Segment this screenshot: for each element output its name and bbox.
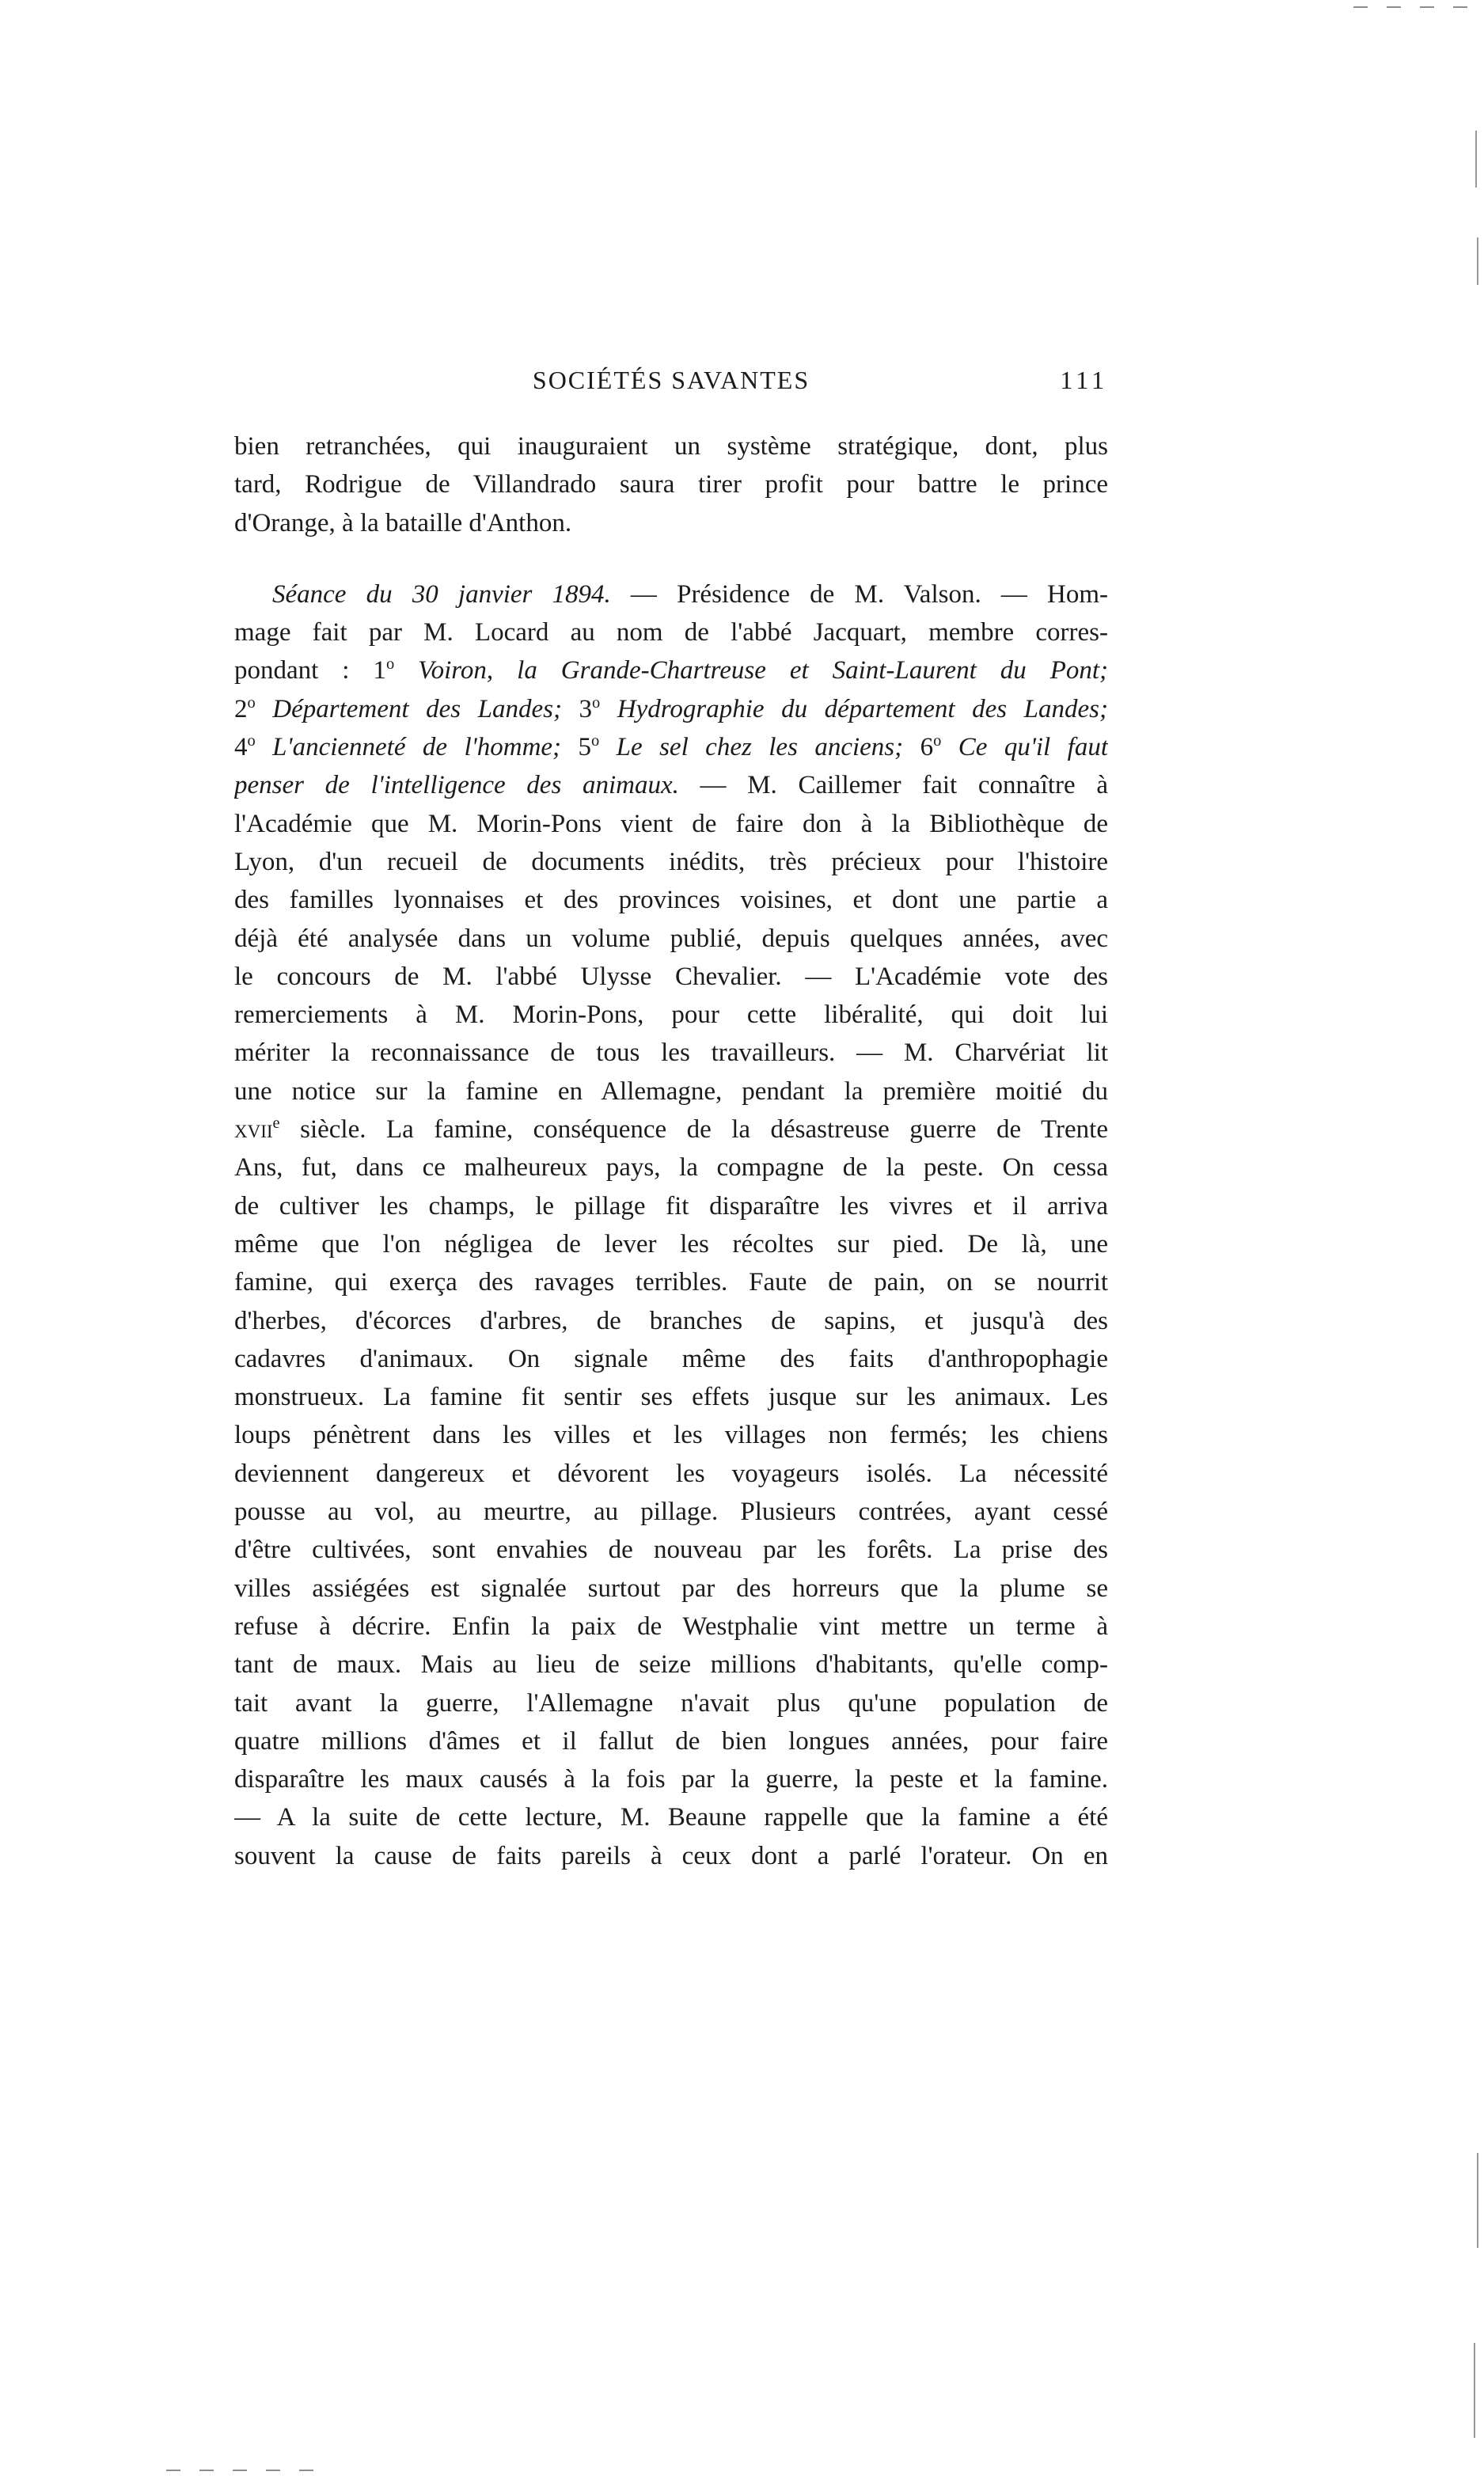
paragraph-2-line-8: Lyon, d'un recueil de documents inédits, très précieux pour l'histoire: [234, 847, 1108, 876]
paragraph-2-line-7: l'Académie que M. Morin-Pons vient de faire don à la Bibliothèque de: [234, 809, 1108, 838]
paragraph-2-line-2: mage fait par M. Locard au nom de l'abbé Jacquart, membre corres-: [234, 618, 1108, 647]
book-title: penser de l'intelligence des animaux.: [234, 771, 679, 800]
paragraph-2-line-18: même que l'on négligea de lever les récoltes sur pied. De là, une: [234, 1229, 1108, 1259]
body-text: [234, 427, 1108, 1875]
paragraph-2-line-29: tant de maux. Mais au lieu de seize millions d'habitants, qu'elle comp-: [234, 1650, 1108, 1680]
book-title: L'ancienneté de l'homme;: [272, 733, 562, 762]
paragraph-2-line-26: d'être cultivées, sont envahies de nouveau par les forêts. La prise des: [234, 1536, 1108, 1565]
paragraph-2-line-28: refuse à décrire. Enfin la paix de Westphalie vint mettre un terme à: [234, 1612, 1108, 1641]
paragraph-gap: [234, 542, 1108, 575]
scan-dashes-bottom-left: [166, 2470, 332, 2471]
paragraph-2-line-6: penser de l'intelligence des animaux. — M. Caillemer fait connaître à: [234, 771, 1108, 800]
paragraph-2-line-22: monstrueux. La famine fit sentir ses effets jusque sur les animaux. Les: [234, 1383, 1108, 1412]
paragraph-2-line-20: d'herbes, d'écorces d'arbres, de branches de sapins, et jusqu'à des: [234, 1306, 1108, 1335]
book-title: Hydrographie du département des Landes;: [617, 694, 1108, 723]
paragraph-2-line-16: Ans, fut, dans ce malheureux pays, la compagne de la peste. On cessa: [234, 1153, 1108, 1183]
book-title: Ce qu'il faut: [958, 733, 1108, 762]
scan-edge-mark-bottom-right: [1474, 2343, 1475, 2438]
scan-edge-mark-right: [1477, 237, 1478, 285]
paragraph-2-line-23: loups pénètrent dans les villes et les villages non fermés; les chiens: [234, 1421, 1108, 1450]
paragraph-2-line-11: le concours de M. l'abbé Ulysse Chevalier. — L'Académie vote des: [234, 962, 1108, 991]
paragraph-2-line-34: souvent la cause de faits pareils à ceux dont a parlé l'orateur. On en: [234, 1841, 1108, 1870]
paragraph-2-line-30: tait avant la guerre, l'Allemagne n'avait plus qu'une population de: [234, 1688, 1108, 1718]
book-title: Le sel chez les anciens;: [616, 733, 904, 762]
session-date: Séance du 30 janvier 1894.: [272, 579, 611, 609]
paragraph-2-line-21: cadavres d'animaux. On signale même des faits d'anthropophagie: [234, 1344, 1108, 1373]
paragraph-2-line-12: remerciements à M. Morin-Pons, pour cette libéralité, qui doit lui: [234, 1000, 1108, 1030]
paragraph-2-line-33: — A la suite de cette lecture, M. Beaune rappelle que la famine a été: [234, 1803, 1108, 1832]
paragraph-2-line-1: Séance du 30 janvier 1894. — Présidence de M. Valson. — Hom-: [272, 579, 1108, 609]
paragraph-2-line-25: pousse au vol, au meurtre, au pillage. Plusieurs contrées, ayant cessé: [234, 1498, 1108, 1527]
paragraph-2-line-31: quatre millions d'âmes et il fallut de bien longues années, pour faire: [234, 1726, 1108, 1756]
scan-edge-mark-top-right: [1475, 131, 1477, 188]
paragraph-1-line-1: bien retranchées, qui inauguraient un système stratégique, dont, plus: [234, 432, 1108, 461]
paragraph-2-line-27: villes assiégées est signalée surtout par des horreurs que la plume se: [234, 1574, 1108, 1603]
paragraph-2-line-3: pondant : 1$^o$ Voiron, la Grande-Chartreuse et Saint-Laurent du Pont;: [234, 655, 1108, 685]
paragraph-2-line-10: déjà été analysée dans un volume publié, depuis quelques années, avec: [234, 924, 1108, 953]
book-title: Voiron, la Grande-Chartreuse et Saint-Laurent du Pont;: [418, 656, 1108, 685]
paragraph-2-line-32: disparaître les maux causés à la fois par la guerre, la peste et la famine.: [234, 1765, 1108, 1794]
paragraph-2-line-4: 2$^o$ Département des Landes; 3$^o$ Hydrographie du département des Landes;: [234, 693, 1108, 723]
paragraph-2-line-24: deviennent dangereux et dévorent les voyageurs isolés. La nécessité: [234, 1459, 1108, 1488]
century-numeral: xvii: [234, 1115, 273, 1145]
scan-edge-mark-right-lower: [1477, 2153, 1478, 2248]
paragraph-1-line-2: tard, Rodrigue de Villandrado saura tirer profit pour battre le prince: [234, 470, 1108, 499]
paragraph-2-line-17: de cultiver les champs, le pillage fit disparaître les vivres et il arriva: [234, 1191, 1108, 1221]
paragraph-2-line-5: 4$^o$ L'ancienneté de l'homme; 5$^o$ Le sel chez les anciens; 6$^o$ Ce qu'il faut: [234, 732, 1108, 762]
book-title: Département des Landes;: [272, 694, 562, 723]
paragraph-1-line-3: d'Orange, à la bataille d'Anthon.: [234, 508, 572, 537]
paragraph-2-line-15: xvii$^e$ siècle. La famine, conséquence de la désastreuse guerre de Trente: [234, 1114, 1108, 1145]
running-head: [234, 366, 1108, 405]
paragraph-2-line-13: mériter la reconnaissance de tous les travailleurs. — M. Charvériat lit: [234, 1038, 1108, 1068]
scan-dashes-top-right: [1353, 6, 1472, 8]
page-number: 111: [1060, 366, 1108, 394]
paragraph-2-line-14: une notice sur la famine en Allemagne, pendant la première moitié du: [234, 1076, 1108, 1106]
paragraph-2-line-19: famine, qui exerça des ravages terribles. Faute de pain, on se nourrit: [234, 1268, 1108, 1297]
running-title: SOCIÉTÉS SAVANTES: [532, 366, 810, 394]
paragraph-2-line-9: des familles lyonnaises et des provinces voisines, et dont une partie a: [234, 886, 1108, 915]
